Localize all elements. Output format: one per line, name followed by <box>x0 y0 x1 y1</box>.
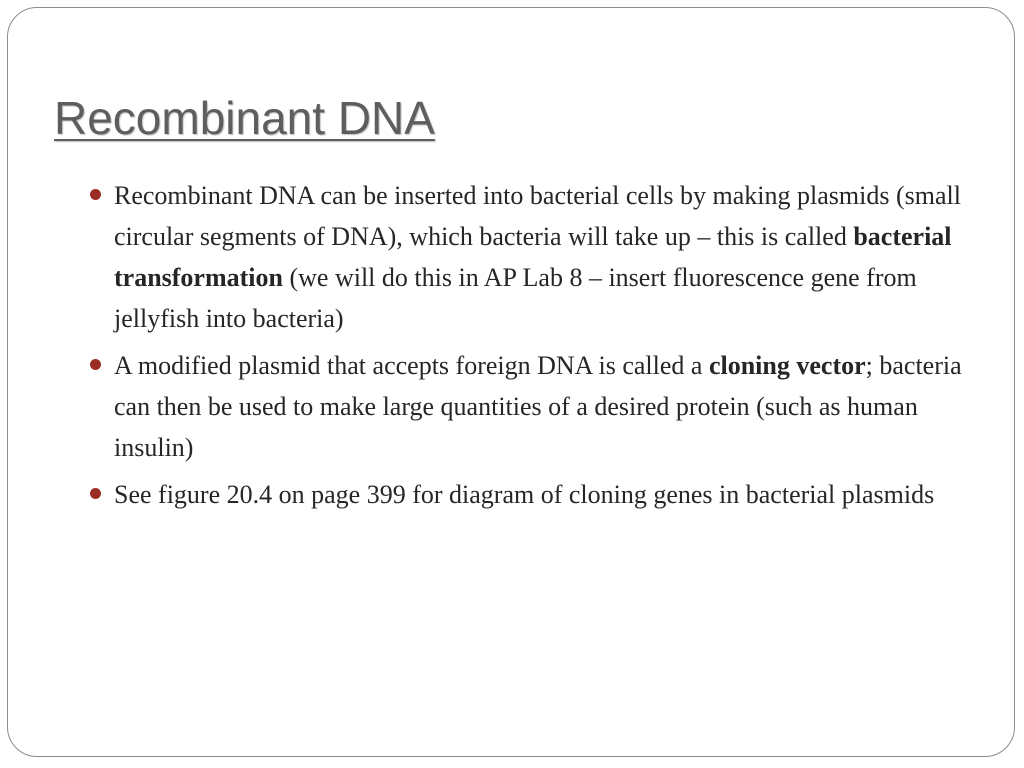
bullet-item <box>88 175 968 339</box>
bullet-text: See figure 20.4 on page 399 for diagram of cloning genes in bacterial plasmids <box>114 480 935 509</box>
slide-title: Recombinant DNA <box>54 92 435 144</box>
bullet-text: A modified plasmid that accepts foreign DNA is called a <box>114 351 709 380</box>
bullet-dot-icon <box>90 359 101 370</box>
bullet-text: ; bacteria can then be used to make large quantities of a desired protein (such as human insulin) <box>114 351 962 462</box>
bullet-text: Recombinant DNA can be inserted into bacterial cells by making plasmids (small circular segments of DNA), which bacteria will take up – this is called <box>114 181 961 251</box>
bullet-item <box>88 474 968 515</box>
bullet-dot-icon <box>90 189 101 200</box>
bullet-bold-term: cloning vector <box>708 351 866 380</box>
bullet-dot-icon <box>90 488 101 499</box>
bullet-text: (we will do this in AP Lab 8 – insert fluorescence gene from jellyfish into bacteria) <box>114 263 917 333</box>
bullet-item <box>88 345 968 468</box>
slide-frame <box>7 7 1015 757</box>
bullet-bold-term: bacterial transformation <box>114 222 952 292</box>
bullet-list <box>88 175 968 521</box>
